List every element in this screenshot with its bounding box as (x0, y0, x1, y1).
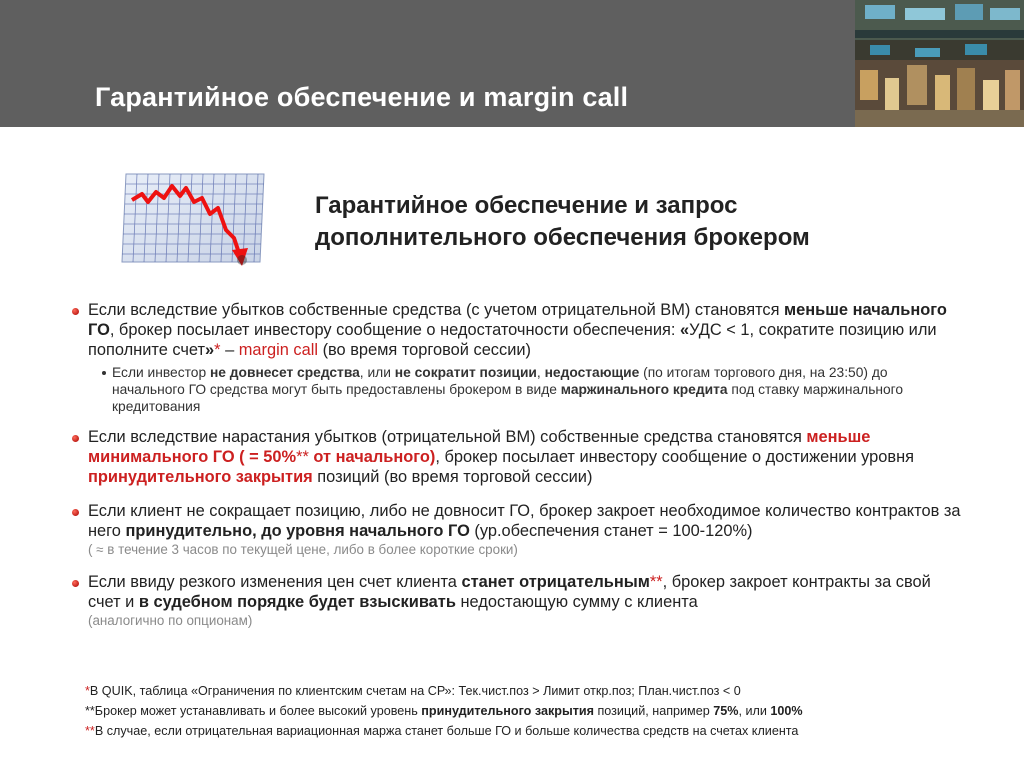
text-run: (во время торговой сессии) (318, 341, 531, 359)
text-run: » (205, 341, 215, 359)
section-title-line1: Гарантийное обеспечение и запрос (315, 192, 738, 219)
text-run: от начального) (308, 448, 436, 466)
bullet-forced-close (72, 501, 962, 558)
text-run: * (214, 341, 221, 359)
text-run: , или (359, 365, 395, 380)
bullet-negative-account (72, 572, 962, 629)
text-run: , брокер посылает инвестору сообщение о достижении уровня (435, 448, 915, 466)
falling-chart-icon (118, 172, 268, 267)
text-run: не сократит позиции (394, 365, 537, 380)
red-bullet-icon (72, 308, 79, 315)
section-title-line2: дополнительного обеспечения брокером (315, 224, 810, 251)
text-run: Если ввиду резкого изменения цен счет клиента (88, 573, 462, 591)
text-run: в судебном порядке будет взыскивать (138, 593, 456, 611)
text-run: недостающие (544, 365, 640, 380)
text-run: станет отрицательным (461, 573, 650, 591)
text-run: меньше минимального ГО ( = 50% (88, 428, 871, 466)
section-title (315, 190, 810, 254)
bullet-minimal-margin (72, 427, 962, 487)
text-run: (ур.обеспечения станет = 100-120%) (469, 522, 753, 540)
text-run: Если вследствие убытков собственные средства (с учетом отрицательной ВМ) становятся (88, 301, 785, 319)
text-run: В QUIK, таблица «Ограничения по клиентским счетам на СР»: Тек.чист.поз > Лимит откр.поз; План.чист.поз < 0 (89, 684, 741, 698)
header-bar (0, 0, 1024, 127)
bullet-text (88, 301, 947, 359)
bullet-note: (аналогично по опционам) (88, 613, 253, 628)
text-run: принудительного закрытия (421, 704, 594, 718)
red-bullet-icon (72, 435, 79, 442)
trading-floor-photo (855, 0, 1024, 127)
red-bullet-icon (72, 509, 79, 516)
text-run: не довнесет средства (209, 365, 360, 380)
bullet-text (88, 573, 931, 611)
text-run: Если вследствие нарастания убытков (отрицательной ВМ) собственные средства становятся (88, 428, 807, 446)
text-run: ** (649, 573, 663, 591)
text-run: маржинального кредита (560, 382, 728, 397)
text-run: позиций, например (593, 704, 714, 718)
text-run: 75% (713, 704, 739, 718)
text-run: **Брокер может устанавливать и более высокий уровень (85, 704, 422, 718)
text-run: , или (738, 704, 771, 718)
bullet-text (88, 502, 961, 540)
text-run: 100% (770, 704, 803, 718)
text-run: * (85, 684, 90, 698)
text-run: ** (296, 448, 309, 466)
text-run: Если клиент не сокращает позицию, либо не довносит ГО, брокер закроет необходимое количество контрактов за него (88, 502, 961, 540)
bullet-list (72, 300, 962, 633)
text-run: (по итогам торгового дня, на 23:50) до начального ГО средства могут быть предоставлены брокером в виде (112, 365, 888, 397)
text-run: принудительно, до уровня начального ГО (125, 522, 470, 540)
text-run: меньше начального ГО (88, 301, 947, 339)
text-run: , брокер закроет контракты за свой счет и (88, 573, 931, 611)
footnote-negative-margin (85, 721, 965, 741)
text-run: – (220, 341, 239, 359)
footnotes (85, 681, 965, 741)
bullet-dot-icon (102, 371, 106, 375)
sub-bullet-margin-credit (102, 364, 962, 415)
text-run: недостающую сумму с клиента (455, 593, 698, 611)
footnote-broker-level (85, 701, 965, 721)
text-run: принудительного закрытия (88, 468, 313, 486)
text-run: margin call (238, 341, 319, 359)
text-run: , брокер посылает инвестору сообщение о недостаточности обеспечения: (109, 321, 680, 339)
footnote-quik (85, 681, 965, 701)
text-run: ** (85, 724, 95, 738)
bullet-note: ( ≈ в течение 3 часов по текущей цене, либо в более короткие сроки) (88, 542, 518, 557)
text-run: Если инвестор (112, 365, 210, 380)
sub-bullet-text (112, 365, 903, 414)
red-bullet-icon (72, 580, 79, 587)
text-run: « (679, 321, 690, 339)
text-run: УДС < 1, сократите позицию или пополните счет (88, 321, 937, 359)
bullet-text (88, 428, 914, 486)
text-run: В случае, если отрицательная вариационная маржа станет больше ГО и больше количества средств на счетах клиента (94, 724, 799, 738)
bullet-margin-call (72, 300, 962, 360)
text-run: под ставку маржинального кредитования (112, 382, 904, 414)
text-run: , (536, 365, 545, 380)
page-title: Гарантийное обеспечение и margin call (95, 82, 629, 112)
text-run: позиций (во время торговой сессии) (312, 468, 593, 486)
